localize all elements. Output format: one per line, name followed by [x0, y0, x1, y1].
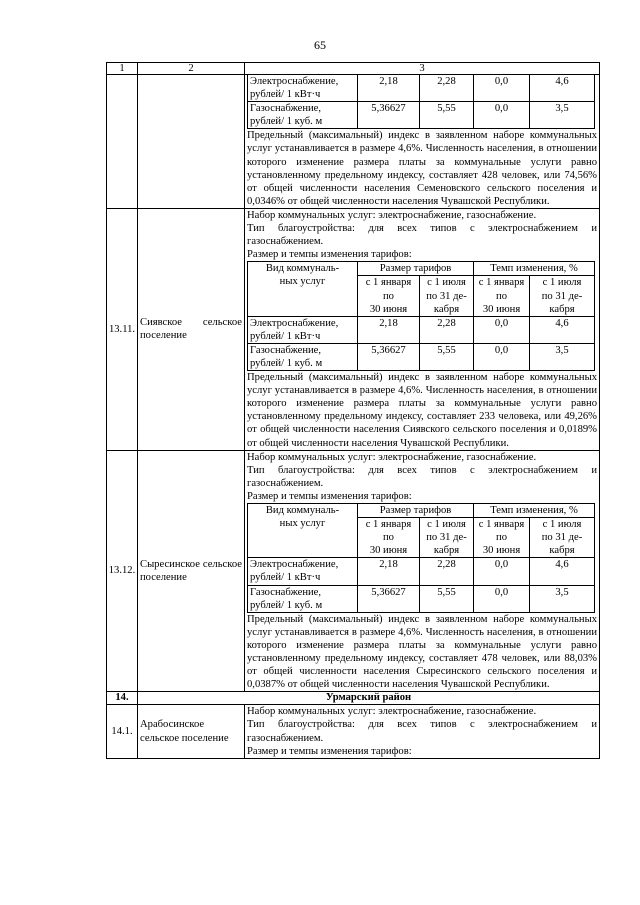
subtable-row-electric [248, 558, 595, 585]
period-header: с 1 января по 30 июня [358, 518, 420, 558]
unit-label: рублей/ 1 куб. м [250, 116, 323, 128]
tariff-value: 2,18 [358, 316, 420, 343]
tariff-value: 2,28 [420, 558, 474, 585]
unit-label: Газоснабжение, [250, 586, 322, 598]
tariff-size-label: Размер и темпы изменения тарифов: [247, 249, 412, 261]
services-set-text: Набор коммунальных услуг: электроснабжение, газоснабжение. [247, 706, 537, 718]
tariff-subtable [247, 261, 595, 371]
table-row-13-11 [107, 208, 600, 450]
tariff-value: 5,55 [420, 102, 474, 129]
subtable-row-gas [248, 343, 595, 370]
page-number: 65 [314, 38, 326, 52]
service-kind-header: Вид коммуналь- ных услуг [248, 504, 358, 558]
tariff-value: 5,36627 [358, 102, 420, 129]
index-text: Предельный (максимальный) индекс в заявленном наборе коммунальных услуг устанавливается в размере 4,6%. Численность населения, в отношении которого изменение размера платы за коммунальные услуги равно установленному предельному индексу, составляет 478 человек, или 88,03% от общей численности населения Сыресинского сельского поселения и 0,0387% от общей численности населения Чувашской Республики. [247, 613, 597, 691]
improvement-type-text: Тип благоустройства: для всех типов с электроснабжением и газоснабжением. [247, 223, 597, 248]
period-header: с 1 января по 30 июня [358, 276, 420, 316]
table-row-continuation [107, 75, 600, 209]
tariff-size-header: Размер тарифов [358, 504, 474, 518]
subtable-row-electric [248, 75, 595, 102]
tariff-table [106, 62, 600, 759]
subtable-row-gas [248, 585, 595, 612]
period-header: с 1 июля по 31 де- кабря [530, 518, 595, 558]
rate-value: 3,5 [530, 102, 595, 129]
district-number: 14. [107, 692, 138, 705]
tariff-value: 5,36627 [358, 343, 420, 370]
tariff-value: 2,28 [420, 75, 474, 102]
unit-label: Электроснабжение, [250, 76, 339, 87]
tariff-size-label: Размер и темпы изменения тарифов: [247, 490, 412, 502]
improvement-type-text: Тип благоустройства: для всех типов с электроснабжением и газоснабжением. [247, 719, 597, 744]
tariff-subtable [247, 75, 595, 129]
tariff-value: 5,55 [420, 585, 474, 612]
subtable-row-gas [248, 102, 595, 129]
table-row-13-12 [107, 450, 600, 692]
tariff-value: 5,36627 [358, 585, 420, 612]
tariff-value: 2,18 [358, 558, 420, 585]
rate-value: 4,6 [530, 75, 595, 102]
unit-label: Газоснабжение, [250, 344, 322, 356]
rate-value: 4,6 [530, 316, 595, 343]
rate-value: 0,0 [474, 75, 530, 102]
tariff-value: 2,28 [420, 316, 474, 343]
table-row-14-1 [107, 705, 600, 758]
services-set-text: Набор коммунальных услуг: электроснабжение, газоснабжение. [247, 209, 537, 221]
index-text: Предельный (максимальный) индекс в заявленном наборе коммунальных услуг устанавливается в размере 4,6%. Численность населения, в отношении которого изменение размера платы за коммунальные услуги равно установленному предельному индексу, составляет 233 человека, или 49,26% от общей численности населения Сиявского сельского поселения и 0,0189% от общей численности населения Чувашской Республики. [247, 372, 597, 449]
tariff-subtable [247, 503, 595, 613]
tariff-size-header: Размер тарифов [358, 262, 474, 276]
services-set-text: Набор коммунальных услуг: электроснабжение, газоснабжение. [247, 451, 537, 463]
rate-value: 3,5 [530, 343, 595, 370]
settlement-name: Арабосинское сельское поселение [138, 705, 245, 758]
unit-label: рублей/ 1 кВт·ч [250, 572, 321, 584]
rate-value: 0,0 [474, 343, 530, 370]
period-header: с 1 июля по 31 де- кабря [530, 276, 595, 316]
row-number: 13.11. [107, 208, 138, 450]
district-name: Урмарский район [138, 692, 600, 705]
tariff-size-label: Размер и темпы изменения тарифов: [247, 745, 412, 757]
unit-label: Электроснабжение, [250, 317, 339, 329]
column-header-2: 2 [138, 63, 245, 75]
period-header: с 1 января по 30 июня [474, 276, 530, 316]
index-text: Предельный (максимальный) индекс в заявленном наборе коммунальных услуг устанавливается в размере 4,6%. Численность населения, в отношении которого изменение размера платы за коммунальные услуги равно установленному предельному индексу, составляет 428 человек, или 74,56% от общей численности населения Семеновского сельского поселения и 0,0346% от общей численности населения Чувашской Республики. [247, 130, 597, 207]
unit-label: рублей/ 1 кВт·ч [250, 89, 321, 101]
rate-value: 0,0 [474, 585, 530, 612]
change-rate-header: Темп изменения, % [474, 262, 595, 276]
rate-value: 4,6 [530, 558, 595, 585]
improvement-type-text: Тип благоустройства: для всех типов с электроснабжением и газоснабжением. [247, 464, 597, 489]
unit-label: рублей/ 1 кВт·ч [250, 330, 321, 342]
unit-label: рублей/ 1 куб. м [250, 599, 323, 611]
district-row [107, 692, 600, 705]
period-header: с 1 января по 30 июня [474, 518, 530, 558]
change-rate-header: Темп изменения, % [474, 504, 595, 518]
column-header-3: 3 [245, 63, 600, 75]
unit-label: Газоснабжение, [250, 103, 322, 115]
column-header-1: 1 [107, 63, 138, 75]
rate-value: 0,0 [474, 102, 530, 129]
rate-value: 3,5 [530, 585, 595, 612]
rate-value: 0,0 [474, 316, 530, 343]
rate-value: 0,0 [474, 558, 530, 585]
period-header: с 1 июля по 31 де- кабря [420, 276, 474, 316]
settlement-name: Сиявское сельское поселение [138, 208, 245, 450]
tariff-value: 5,55 [420, 343, 474, 370]
row-number: 13.12. [107, 450, 138, 692]
unit-label: рублей/ 1 куб. м [250, 357, 323, 369]
row-number: 14.1. [107, 705, 138, 758]
column-header-row [107, 63, 600, 75]
period-header: с 1 июля по 31 де- кабря [420, 518, 474, 558]
tariff-value: 2,18 [358, 75, 420, 102]
settlement-name: Сыресинское сельское поселение [138, 450, 245, 692]
subtable-row-electric [248, 316, 595, 343]
service-kind-header: Вид коммуналь- ных услуг [248, 262, 358, 316]
unit-label: Электроснабжение, [250, 559, 339, 571]
